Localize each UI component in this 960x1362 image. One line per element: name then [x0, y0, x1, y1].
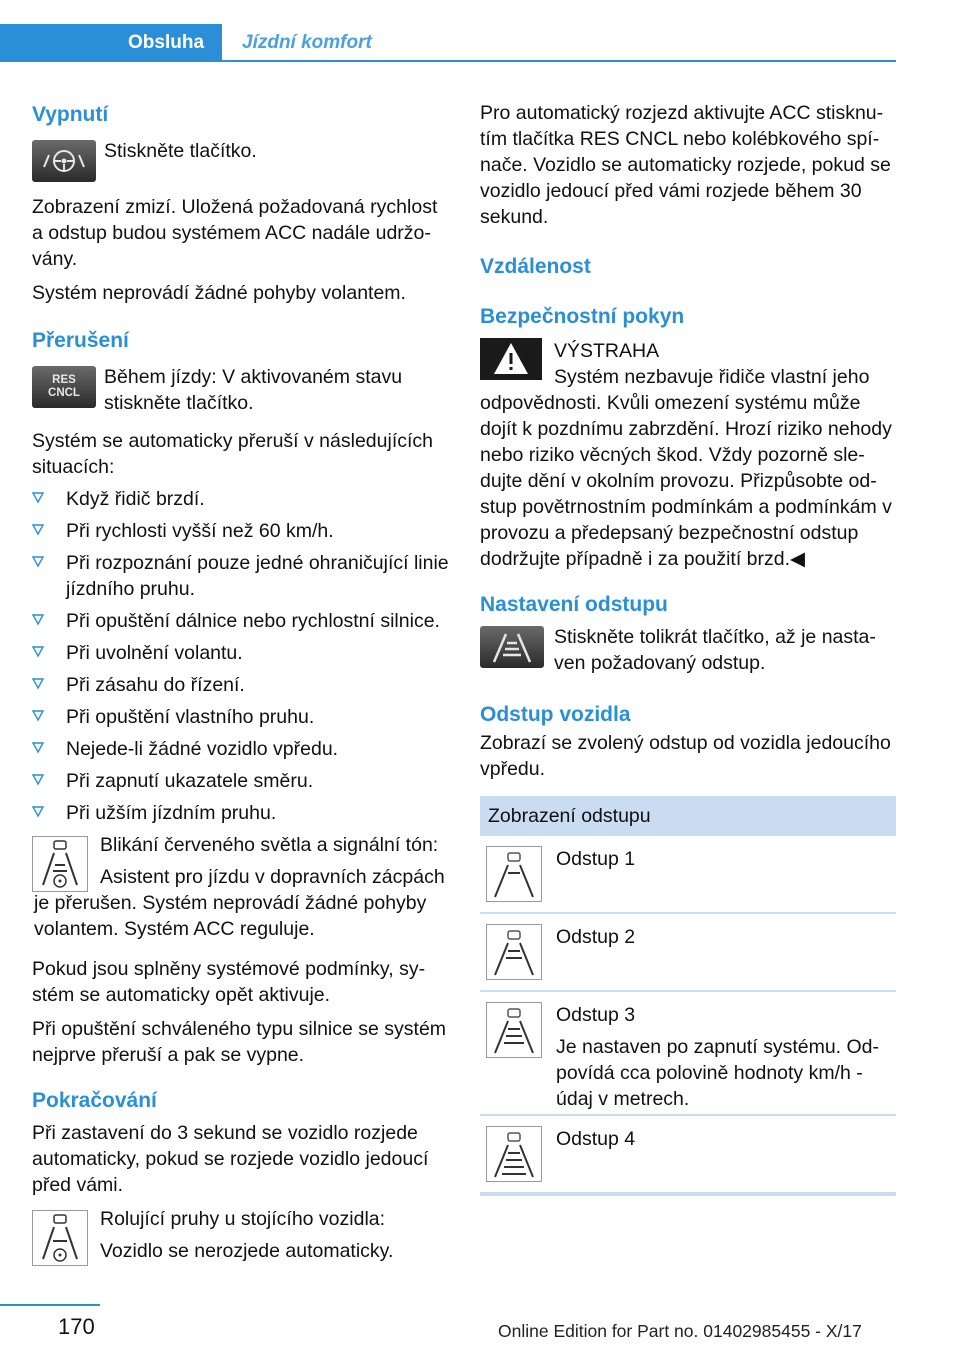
list-item — [32, 736, 450, 762]
rolling-lanes-icon — [32, 1210, 88, 1266]
list-item — [32, 672, 450, 698]
preruseni-bullet-list — [32, 486, 450, 826]
rolling-lanes-text-2: Vozidlo se nerozjede automaticky. — [100, 1240, 394, 1262]
list-item — [32, 800, 450, 826]
distance-label: Odstup 3 — [556, 1004, 636, 1026]
red-light-text-2: Asistent pro jízdu v dopravních zácpách je přerušen. Systém neprovádí žádné pohyby volantem. Systém ACC reguluje. — [34, 866, 445, 940]
tab-obsluha-label: Obsluha — [128, 32, 205, 53]
triangle-bullet-icon — [32, 742, 44, 754]
triangle-bullet-icon — [32, 524, 44, 536]
list-item — [32, 768, 450, 794]
distance-table — [480, 796, 896, 1196]
vypnuti-p1: Zobrazení zmizí. Uložená požadovaná rychlost a odstup budou systémem ACC nadále udržovány. — [32, 196, 438, 270]
page-number: 170 — [58, 1314, 95, 1339]
table-header: Zobrazení odstupu — [480, 796, 896, 836]
distance-2-icon — [486, 924, 542, 980]
heading-vzdalenost: Vzdálenost — [480, 255, 591, 278]
tab-jizdni-komfort: Jízdní komfort — [242, 32, 372, 53]
table-row — [480, 992, 896, 1116]
table-cell — [556, 1002, 896, 1114]
res-label: RES — [52, 374, 76, 386]
triangle-bullet-icon — [32, 646, 44, 658]
odstup-p1: Zobrazí se zvolený odstup od vozidla jedoucího vpředu. — [480, 732, 891, 780]
bullet-text: Při rychlosti vyšší než 60 km/h. — [66, 520, 334, 542]
reactivate-text: Pokud jsou splněny systémové podmínky, systém se automaticky opět aktivuje. — [32, 958, 426, 1006]
footer-rule — [0, 1304, 100, 1306]
bullet-text: Při rozpoznání pouze jedné ohraničující linie jízdního pruhu. — [66, 552, 449, 600]
res-cncl-button-icon — [32, 366, 96, 408]
triangle-bullet-icon — [32, 678, 44, 690]
left-column — [32, 100, 450, 1266]
list-item — [32, 704, 450, 730]
table-row — [480, 836, 896, 914]
red-light-text-1: Blikání červeného světla a signální tón: — [100, 834, 439, 856]
list-item — [32, 486, 450, 512]
distance-note: Je nastaven po zapnutí systému. Odpovídá cca polovině hodnoty km/h - údaj v metrech. — [556, 1036, 880, 1110]
nastaveni-row — [480, 624, 896, 676]
heading-odstup-vozidla: Odstup vozidla — [480, 703, 631, 726]
bullet-text: Při uvolnění volantu. — [66, 642, 243, 664]
rolling-lanes-text-1: Rolující pruhy u stojícího vozidla: — [100, 1208, 386, 1230]
preruseni-intro: Systém se automaticky přeruší v následujících situacích: — [32, 430, 433, 478]
steering-wheel-icon — [32, 140, 96, 182]
distance-label: Odstup 2 — [556, 926, 636, 948]
rolling-lanes-row — [32, 1206, 450, 1266]
list-item — [32, 550, 450, 602]
auto-start-text: Pro automatický rozjezd aktivujte ACC stisknutím tlačítka RES CNCL nebo kolébkového spínače. Vozidlo se automaticky rozjede, pokud se vozidlo jedoucí před vámi rozjede během 30 sekund. — [480, 102, 891, 228]
warning-row — [480, 338, 896, 572]
vypnuti-icon-row — [32, 138, 450, 182]
table-bottom-rule — [480, 1192, 896, 1196]
tab-obsluha — [0, 24, 222, 62]
bullet-text: Při opuštění dálnice nebo rychlostní silnice. — [66, 610, 440, 632]
table-cell — [556, 1126, 635, 1192]
warning-body: Systém nezbavuje řidiče vlastní jeho odpovědnosti. Kvůli omezení systému může dojít k pozdnímu zabrzdění. Hrozí riziko nehody nebo riziko věcných škod. Vždy pozorně sledujte dění v okolním provozu. Přizpůsobte odstup povětrnostním podmínkám a podmínkám v provozu a předepsaný bezpečnostní odstup dodržujte případně i za použití brzd.◀ — [480, 366, 892, 570]
vypnuti-p2: Systém neprovádí žádné pohyby volantem. — [32, 282, 406, 304]
distance-4-icon — [486, 1126, 542, 1182]
preruseni-icon-text: Během jízdy: V aktivovaném stavu stiskněte tlačítko. — [104, 366, 403, 414]
distance-button-icon — [480, 626, 544, 668]
warning-title: VÝSTRAHA — [554, 340, 660, 362]
heading-preruseni: Přerušení — [32, 329, 129, 352]
table-cell — [556, 846, 635, 912]
rolling-lanes-text — [100, 1206, 393, 1264]
leave-road-text: Při opuštění schváleného typu silnice se systém nejprve přeruší a pak se vypne. — [32, 1018, 447, 1066]
bullet-text: Když řidič brzdí. — [66, 488, 205, 510]
distance-label: Odstup 1 — [556, 848, 636, 870]
triangle-bullet-icon — [32, 492, 44, 504]
header-rule — [0, 60, 896, 62]
table-row — [480, 1116, 896, 1192]
heading-nastaveni-odstupu: Nastavení odstupu — [480, 593, 668, 616]
triangle-bullet-icon — [32, 806, 44, 818]
bullet-text: Při opuštění vlastního pruhu. — [66, 706, 315, 728]
distance-label: Odstup 4 — [556, 1128, 636, 1150]
red-light-text — [34, 832, 450, 942]
triangle-bullet-icon — [32, 710, 44, 722]
preruseni-icon-row — [32, 364, 450, 416]
distance-3-icon — [486, 1002, 542, 1058]
warning-text — [480, 338, 896, 572]
triangle-bullet-icon — [32, 774, 44, 786]
red-light-row — [32, 832, 450, 942]
edition-text: Online Edition for Part no. 01402985455 - X/17 — [498, 1321, 862, 1341]
triangle-bullet-icon — [32, 556, 44, 568]
triangle-bullet-icon — [32, 614, 44, 626]
pokracovani-p1: Při zastavení do 3 sekund se vozidlo rozjede automaticky, pokud se rozjede vozidlo jedoucí před vámi. — [32, 1122, 429, 1196]
nastaveni-icon-text: Stiskněte tolikrát tlačítko, až je nastaven požadovaný odstup. — [554, 626, 876, 674]
list-item — [32, 608, 450, 634]
bullet-text: Při užším jízdním pruhu. — [66, 802, 277, 824]
table-row — [480, 914, 896, 992]
heading-pokracovani: Pokračování — [32, 1089, 157, 1112]
table-cell — [556, 924, 635, 990]
vypnuti-icon-text: Stiskněte tlačítko. — [104, 140, 257, 162]
list-item — [32, 640, 450, 666]
bullet-text: Při zapnutí ukazatele směru. — [66, 770, 314, 792]
bullet-text: Při zásahu do řízení. — [66, 674, 245, 696]
right-column — [480, 100, 896, 1196]
list-item — [32, 518, 450, 544]
heading-bezpecnostni-pokyn: Bezpečnostní pokyn — [480, 305, 685, 328]
heading-vypnuti: Vypnutí — [32, 103, 109, 126]
bullet-text: Nejede-li žádné vozidlo vpředu. — [66, 738, 339, 760]
cncl-label: CNCL — [48, 387, 80, 399]
distance-1-icon — [486, 846, 542, 902]
